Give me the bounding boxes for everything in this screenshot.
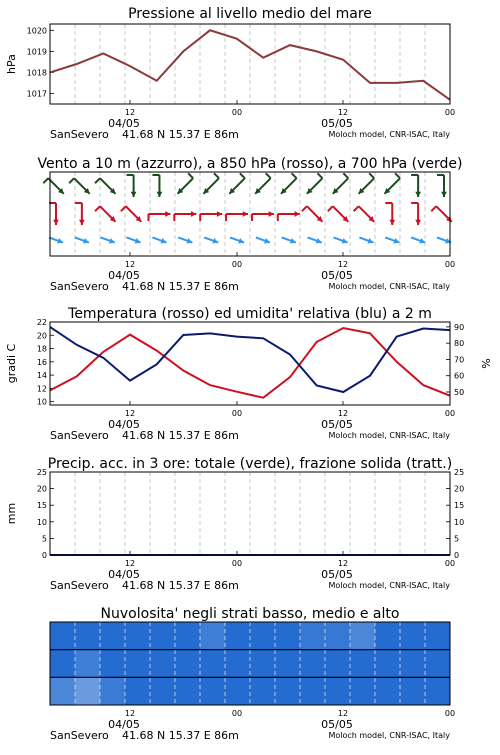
- temperature-station: SanSevero: [50, 429, 109, 442]
- wind-arrow-700hPa: [333, 173, 349, 194]
- cloud-cell-medio: [250, 650, 276, 678]
- wind-arrow-head: [131, 192, 137, 197]
- temperature-ytick-label-right: 90: [454, 323, 464, 332]
- wind-arrow-700hPa: [384, 173, 400, 194]
- wind-arrow-head: [295, 211, 300, 217]
- precip-title: Precip. acc. in 3 ore: totale (verde), frazione solida (tratt.): [48, 456, 452, 472]
- temperature-ytick-label-right: 60: [454, 372, 464, 381]
- pressure-xtick-label: 12: [338, 108, 348, 117]
- wind-arrow-850hPa: [226, 211, 248, 221]
- clouds-coords: 41.68 N 15.37 E 86m: [122, 729, 239, 742]
- cloud-cell-alto: [300, 622, 326, 650]
- cloud-cell-alto: [425, 622, 451, 650]
- pressure-ylabel: hPa: [5, 54, 18, 74]
- wind-arrow-10m: [127, 237, 141, 243]
- wind-arrow-10m: [359, 237, 373, 243]
- temperature-credit: Moloch model, CNR-ISAC, Italy: [328, 431, 450, 440]
- precip-xtick-label: 12: [338, 559, 348, 568]
- cloud-cell-alto: [175, 622, 201, 650]
- cloud-cell-basso: [400, 677, 426, 705]
- wind-arrow-850hPa: [174, 211, 196, 221]
- precip-ytick-label-right: 15: [454, 501, 464, 510]
- clouds-xtick-label: 00: [232, 709, 242, 718]
- pressure-ytick-label: 1020: [27, 26, 47, 35]
- cloud-cell-alto: [75, 622, 101, 650]
- pressure-day-label: 05/05: [321, 117, 353, 130]
- wind-arrow-barb: [266, 173, 271, 178]
- wind-arrow-10m: [256, 237, 270, 243]
- cloud-cell-basso: [125, 677, 151, 705]
- cloud-cell-alto: [325, 622, 351, 650]
- pressure-coords: 41.68 N 15.37 E 86m: [122, 128, 239, 141]
- cloud-cell-basso: [325, 677, 351, 705]
- cloud-cell-medio: [175, 650, 201, 678]
- wind-arrow-850hPa: [278, 211, 300, 221]
- wind-arrow-barb: [43, 178, 48, 183]
- wind-arrow-head: [415, 220, 421, 225]
- wind-arrow-barb: [95, 178, 100, 183]
- wind-arrow-head: [157, 192, 163, 197]
- clouds-xtick-label: 12: [338, 709, 348, 718]
- clouds-xtick-label: 12: [125, 709, 135, 718]
- wind-arrow-10m: [75, 237, 89, 243]
- wind-arrow-850hPa: [385, 203, 395, 225]
- pressure-xtick-label: 00: [232, 108, 242, 117]
- cloud-cell-basso: [375, 677, 401, 705]
- cloud-cell-medio: [200, 650, 226, 678]
- pressure-xtick-label: 00: [445, 108, 455, 117]
- wind-arrow-barb: [395, 173, 400, 178]
- temperature-title: Temperatura (rosso) ed umidita' relativa (blu) a 2 m: [67, 306, 432, 322]
- cloud-cell-basso: [425, 677, 451, 705]
- temperature-ytick-label: 20: [37, 331, 47, 340]
- cloud-cell-basso: [50, 677, 76, 705]
- cloud-cell-alto: [200, 622, 226, 650]
- cloud-cell-alto: [275, 622, 301, 650]
- wind-arrow-850hPa: [95, 206, 116, 222]
- clouds-station: SanSevero: [50, 729, 109, 742]
- temperature-day-label: 05/05: [321, 418, 353, 431]
- cloud-cell-alto: [250, 622, 276, 650]
- wind-arrow-850hPa: [354, 206, 375, 222]
- temperature-xtick-label: 12: [125, 409, 135, 418]
- cloud-cell-basso: [225, 677, 251, 705]
- precip-day-label: 04/05: [108, 568, 140, 581]
- wind-arrow-700hPa: [411, 175, 421, 197]
- wind-arrow-850hPa: [411, 203, 421, 225]
- cloud-cell-basso: [150, 677, 176, 705]
- precip-ytick-label: 0: [42, 551, 47, 560]
- wind-arrow-barb: [188, 173, 193, 178]
- wind-arrow-head: [53, 220, 59, 225]
- pressure-ytick-label: 1019: [27, 47, 47, 56]
- wind-arrow-head: [441, 192, 447, 197]
- wind-arrow-700hPa: [437, 175, 447, 197]
- wind-day-label: 05/05: [321, 269, 353, 282]
- cloud-cell-basso: [175, 677, 201, 705]
- temperature-ytick-label: 18: [37, 345, 47, 354]
- wind-arrow-850hPa: [75, 203, 85, 225]
- precip-ytick-label: 25: [37, 468, 47, 477]
- cloud-cell-basso: [100, 677, 126, 705]
- wind-arrow-barb: [317, 173, 322, 178]
- pressure-ytick-label: 1017: [27, 89, 47, 98]
- cloud-cell-medio: [125, 650, 151, 678]
- cloud-cell-medio: [325, 650, 351, 678]
- pressure-station: SanSevero: [50, 128, 109, 141]
- wind-arrow-10m: [204, 237, 218, 243]
- wind-arrow-700hPa: [203, 173, 219, 194]
- wind-arrow-barb: [343, 173, 348, 178]
- wind-arrow-10m: [230, 237, 244, 243]
- wind-arrow-10m: [333, 237, 347, 243]
- precip-credit: Moloch model, CNR-ISAC, Italy: [328, 581, 450, 590]
- precip-ytick-label: 5: [42, 534, 47, 543]
- precip-day-label: 05/05: [321, 568, 353, 581]
- cloud-cell-medio: [50, 650, 76, 678]
- pressure-ytick-label: 1018: [27, 68, 47, 77]
- temperature-ytick-label: 14: [37, 371, 47, 380]
- cloud-cell-medio: [150, 650, 176, 678]
- wind-xtick-label: 00: [232, 260, 242, 269]
- wind-arrow-head: [191, 211, 196, 217]
- wind-arrow-700hPa: [69, 178, 90, 194]
- precip-ytick-label-right: 0: [454, 551, 459, 560]
- temperature-ytick-label: 16: [37, 358, 47, 367]
- wind-arrow-barb: [240, 173, 245, 178]
- wind-arrow-barb: [292, 173, 297, 178]
- temperature-day-label: 04/05: [108, 418, 140, 431]
- clouds-title: Nuvolosita' negli strati basso, medio e alto: [101, 606, 400, 622]
- wind-arrow-700hPa: [152, 175, 162, 197]
- cloud-cell-medio: [75, 650, 101, 678]
- precip-ytick-label-right: 20: [454, 485, 464, 494]
- wind-arrow-10m: [308, 237, 322, 243]
- pressure-title: Pressione al livello medio del mare: [128, 6, 372, 22]
- wind-arrow-10m: [385, 237, 399, 243]
- cloud-cell-medio: [300, 650, 326, 678]
- cloud-cell-basso: [350, 677, 376, 705]
- temperature-ytick-label: 12: [37, 384, 47, 393]
- pressure-xtick-label: 12: [125, 108, 135, 117]
- cloud-cell-medio: [400, 650, 426, 678]
- cloud-cell-medio: [100, 650, 126, 678]
- wind-day-label: 04/05: [108, 269, 140, 282]
- wind-arrow-barb: [69, 178, 74, 183]
- wind-arrow-barb: [214, 173, 219, 178]
- wind-arrow-head: [243, 211, 248, 217]
- precip-ytick-label-right: 5: [454, 534, 459, 543]
- wind-arrow-barb: [302, 206, 307, 211]
- cloud-cell-alto: [50, 622, 76, 650]
- cloud-cell-medio: [375, 650, 401, 678]
- wind-credit: Moloch model, CNR-ISAC, Italy: [328, 282, 450, 291]
- cloud-cell-alto: [375, 622, 401, 650]
- precip-ytick-label-right: 10: [454, 518, 464, 527]
- precip-ytick-label: 15: [37, 501, 47, 510]
- cloud-cell-alto: [125, 622, 151, 650]
- wind-arrow-barb: [354, 206, 359, 211]
- pressure-credit: Moloch model, CNR-ISAC, Italy: [328, 130, 450, 139]
- cloud-cell-basso: [75, 677, 101, 705]
- temperature-ytick-label-right: 50: [454, 388, 464, 397]
- wind-xtick-label: 00: [445, 260, 455, 269]
- wind-arrow-700hPa: [178, 173, 194, 194]
- wind-arrow-700hPa: [281, 173, 297, 194]
- temperature-ylabel: gradi C: [5, 343, 18, 383]
- cloud-cell-alto: [225, 622, 251, 650]
- precip-xtick-label: 00: [445, 559, 455, 568]
- wind-coords: 41.68 N 15.37 E 86m: [122, 280, 239, 293]
- wind-arrow-700hPa: [127, 175, 137, 197]
- wind-arrow-850hPa: [252, 211, 274, 221]
- temperature-xtick-label: 12: [338, 409, 348, 418]
- wind-station: SanSevero: [50, 280, 109, 293]
- wind-arrow-head: [165, 211, 170, 217]
- pressure-frame: [50, 24, 450, 104]
- precip-ytick-label-right: 25: [454, 468, 464, 477]
- clouds-day-label: 05/05: [321, 718, 353, 731]
- wind-xtick-label: 12: [125, 260, 135, 269]
- wind-arrow-10m: [282, 237, 296, 243]
- wind-arrow-850hPa: [302, 206, 323, 222]
- wind-arrow-head: [79, 220, 85, 225]
- wind-arrow-700hPa: [255, 173, 271, 194]
- wind-arrow-700hPa: [43, 178, 64, 194]
- wind-arrow-barb: [95, 206, 100, 211]
- wind-arrow-10m: [178, 237, 192, 243]
- wind-arrow-700hPa: [359, 173, 375, 194]
- wind-arrow-barb: [431, 206, 436, 211]
- wind-arrow-10m: [152, 237, 166, 243]
- cloud-cell-alto: [100, 622, 126, 650]
- cloud-cell-medio: [350, 650, 376, 678]
- wind-arrow-head: [269, 211, 274, 217]
- wind-arrow-700hPa: [307, 173, 323, 194]
- cloud-cell-basso: [275, 677, 301, 705]
- precip-ytick-label: 20: [37, 485, 47, 494]
- cloud-cell-alto: [400, 622, 426, 650]
- cloud-cell-alto: [350, 622, 376, 650]
- humidity-line: [50, 327, 450, 392]
- temperature-xtick-label: 00: [232, 409, 242, 418]
- clouds-day-label: 04/05: [108, 718, 140, 731]
- wind-arrow-850hPa: [328, 206, 349, 222]
- temperature-ytick-label: 10: [37, 398, 47, 407]
- wind-arrow-head: [217, 211, 222, 217]
- precip-station: SanSevero: [50, 579, 109, 592]
- precip-xtick-label: 00: [232, 559, 242, 568]
- wind-arrow-850hPa: [121, 206, 142, 222]
- clouds-credit: Moloch model, CNR-ISAC, Italy: [328, 731, 450, 740]
- cloud-cell-basso: [250, 677, 276, 705]
- wind-arrow-850hPa: [148, 211, 170, 221]
- precip-ylabel: mm: [5, 503, 18, 524]
- pressure-day-label: 04/05: [108, 117, 140, 130]
- cloud-cell-alto: [150, 622, 176, 650]
- wind-arrow-barb: [369, 173, 374, 178]
- temperature-ytick-label-right: 80: [454, 339, 464, 348]
- wind-arrow-10m: [437, 237, 451, 243]
- temperature-xtick-label: 00: [445, 409, 455, 418]
- wind-arrow-700hPa: [229, 173, 245, 194]
- cloud-cell-medio: [225, 650, 251, 678]
- wind-arrow-head: [415, 192, 421, 197]
- cloud-cell-medio: [425, 650, 451, 678]
- wind-arrow-700hPa: [95, 178, 116, 194]
- temperature-ytick-label-right: 70: [454, 355, 464, 364]
- precip-coords: 41.68 N 15.37 E 86m: [122, 579, 239, 592]
- temperature-ytick-label: 22: [37, 318, 47, 327]
- clouds-xtick-label: 00: [445, 709, 455, 718]
- wind-arrow-head: [389, 220, 395, 225]
- precip-xtick-label: 12: [125, 559, 135, 568]
- wind-arrow-10m: [49, 237, 63, 243]
- wind-arrow-850hPa: [200, 211, 222, 221]
- wind-title: Vento a 10 m (azzurro), a 850 hPa (rosso), a 700 hPa (verde): [37, 156, 462, 172]
- wind-arrow-barb: [328, 206, 333, 211]
- temperature-coords: 41.68 N 15.37 E 86m: [122, 429, 239, 442]
- cloud-cell-medio: [275, 650, 301, 678]
- cloud-cell-basso: [300, 677, 326, 705]
- temperature-ylabel-right: %: [480, 358, 493, 368]
- wind-xtick-label: 12: [338, 260, 348, 269]
- cloud-cell-basso: [200, 677, 226, 705]
- precip-ytick-label: 10: [37, 518, 47, 527]
- wind-arrow-850hPa: [431, 206, 452, 222]
- wind-arrow-10m: [101, 237, 115, 243]
- wind-arrow-10m: [411, 237, 425, 243]
